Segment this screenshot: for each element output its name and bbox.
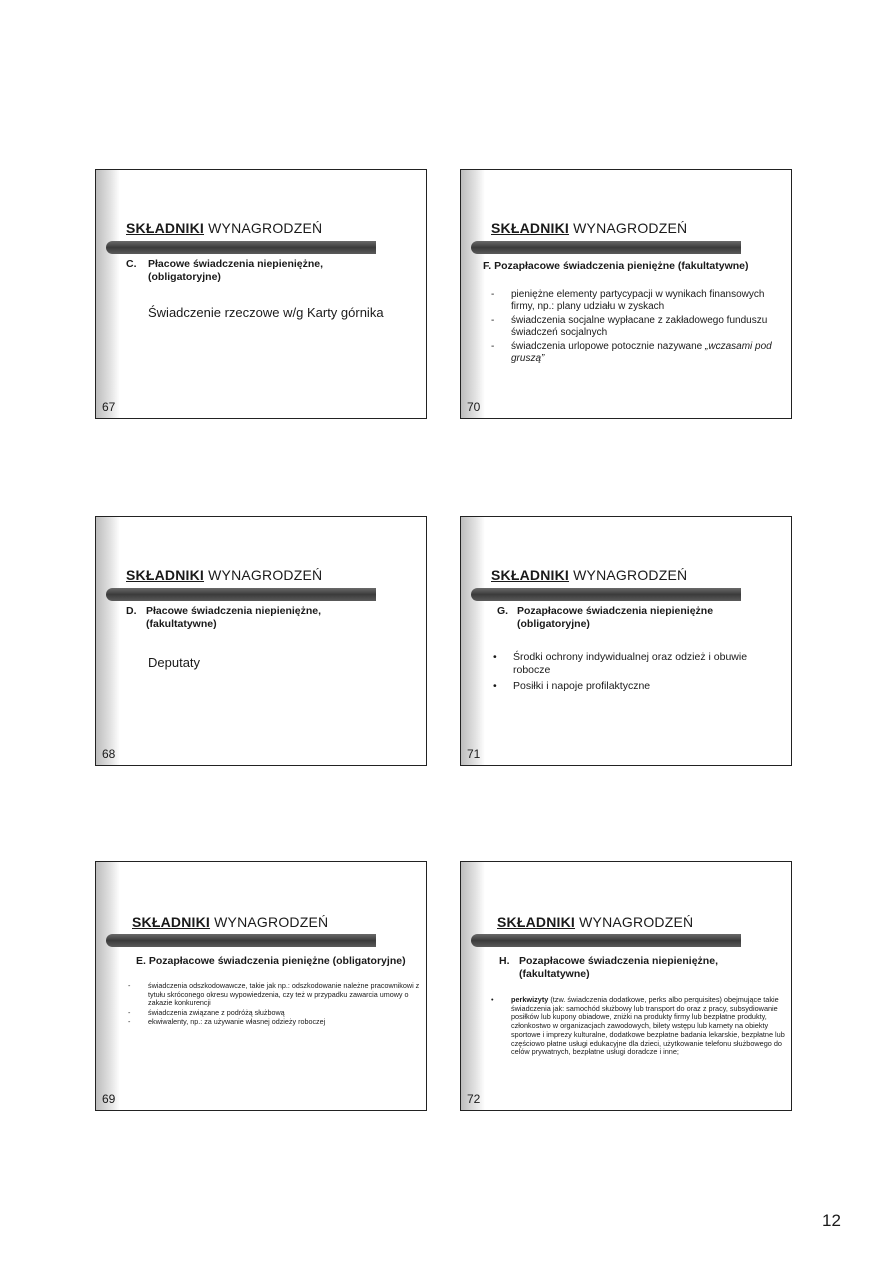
slide-number: 70	[467, 400, 481, 414]
list-item: - świadczenia odszkodowawcze, takie jak np.: odszkodowanie należne pracownikowi z tytułu skróconego okresu wypowiedzenia, czy też w przypadku zawarcia umowy o zakazie konkurencji	[128, 981, 420, 1008]
list-item: • perkwizyty (tzw. świadczenia dodatkowe, perks albo perquisites) obejmujące takie świadczenia jak: samochód służbowy lub transport do oraz z pracy, subsydiowanie posiłków lub kupony obiadowe, zniżki na produkty firmy lub bezpłatne produkty, członkostwo w organizacjach zawodowych, bilety wstępu lub karnety na obiekty sportowe i imprezy kulturalne, dodatkowe bezpłatne badania lekarskie, bezpłatne lub częściowo płatne usługi edukacyjne dla dzieci, użytkowanie telefonu służbowego do celów prywatnych, bezpłatne usługi doradcze i inne;	[491, 995, 785, 1057]
item-list	[128, 982, 427, 1027]
slide-shading	[461, 170, 485, 418]
slide-shading	[96, 862, 120, 1110]
list-item: - pieniężne elementy partycypacji w wynikach finansowych firmy, np.: plany udziału w zyskach	[491, 289, 765, 312]
list-item: • Posiłki i napoje profilaktyczne	[493, 680, 651, 692]
list-item: - świadczenia związane z podróżą służbową	[128, 1007, 285, 1017]
slide-70	[460, 169, 792, 419]
slide-shading	[461, 517, 485, 765]
slide-body-text: Świadczenie rzeczowe w/g Karty górnika	[148, 305, 384, 320]
slide-number: 67	[102, 400, 116, 414]
slide-title: SKŁADNIKI WYNAGRODZEŃ	[132, 914, 329, 930]
slide-title: SKŁADNIKI WYNAGRODZEŃ	[497, 914, 694, 930]
page-number: 12	[822, 1211, 841, 1230]
slide-71	[460, 516, 792, 766]
slide-number: 69	[102, 1092, 116, 1106]
section-heading: C. Płacowe świadczenia niepieniężne, (obligatoryjne)	[126, 258, 324, 283]
title-bar	[471, 241, 741, 254]
slide-number: 71	[467, 747, 481, 761]
slide-69	[95, 861, 427, 1111]
slide-title: SKŁADNIKI WYNAGRODZEŃ	[491, 567, 688, 583]
list-item: - ekwiwalenty, np.: za używanie własnej odzieży roboczej	[128, 1017, 326, 1027]
slide-title: SKŁADNIKI WYNAGRODZEŃ	[491, 220, 688, 236]
slide-shading	[96, 517, 120, 765]
section-heading: E. Pozapłacowe świadczenia pieniężne (obligatoryjne)	[136, 955, 406, 967]
title-bar	[106, 934, 376, 947]
list-item: • Środki ochrony indywidualnej oraz odzież i obuwie robocze	[493, 651, 748, 676]
title-bar	[106, 588, 376, 601]
section-heading: F. Pozapłacowe świadczenia pieniężne (fakultatywne)	[483, 260, 749, 272]
slide-number: 72	[467, 1092, 481, 1106]
list-item: - świadczenia socjalne wypłacane z zakładowego funduszu świadczeń socjalnych	[491, 315, 768, 338]
section-heading: G. Pozapłacowe świadczenia niepieniężne (obligatoryjne)	[497, 605, 714, 630]
list-item: - świadczenia urlopowe potocznie nazywane „wczasami pod gruszą”	[491, 341, 772, 364]
slide-68	[95, 516, 427, 766]
slide-67	[95, 169, 427, 419]
section-heading: H. Pozapłacowe świadczenia niepieniężne, (fakultatywne)	[499, 955, 718, 980]
slide-shading	[96, 170, 120, 418]
item-list	[491, 996, 792, 1057]
title-bar	[106, 241, 376, 254]
section-heading: D. Płacowe świadczenia niepieniężne, (fakultatywne)	[126, 605, 322, 630]
item-list	[491, 289, 786, 365]
slide-72	[460, 861, 792, 1111]
slide-title: SKŁADNIKI WYNAGRODZEŃ	[126, 567, 323, 583]
slide-title: SKŁADNIKI WYNAGRODZEŃ	[126, 220, 323, 236]
slide-number: 68	[102, 747, 116, 761]
item-list	[493, 651, 773, 693]
slide-shading	[461, 862, 485, 1110]
slide-body-text: Deputaty	[148, 655, 201, 670]
title-bar	[471, 934, 741, 947]
title-bar	[471, 588, 741, 601]
